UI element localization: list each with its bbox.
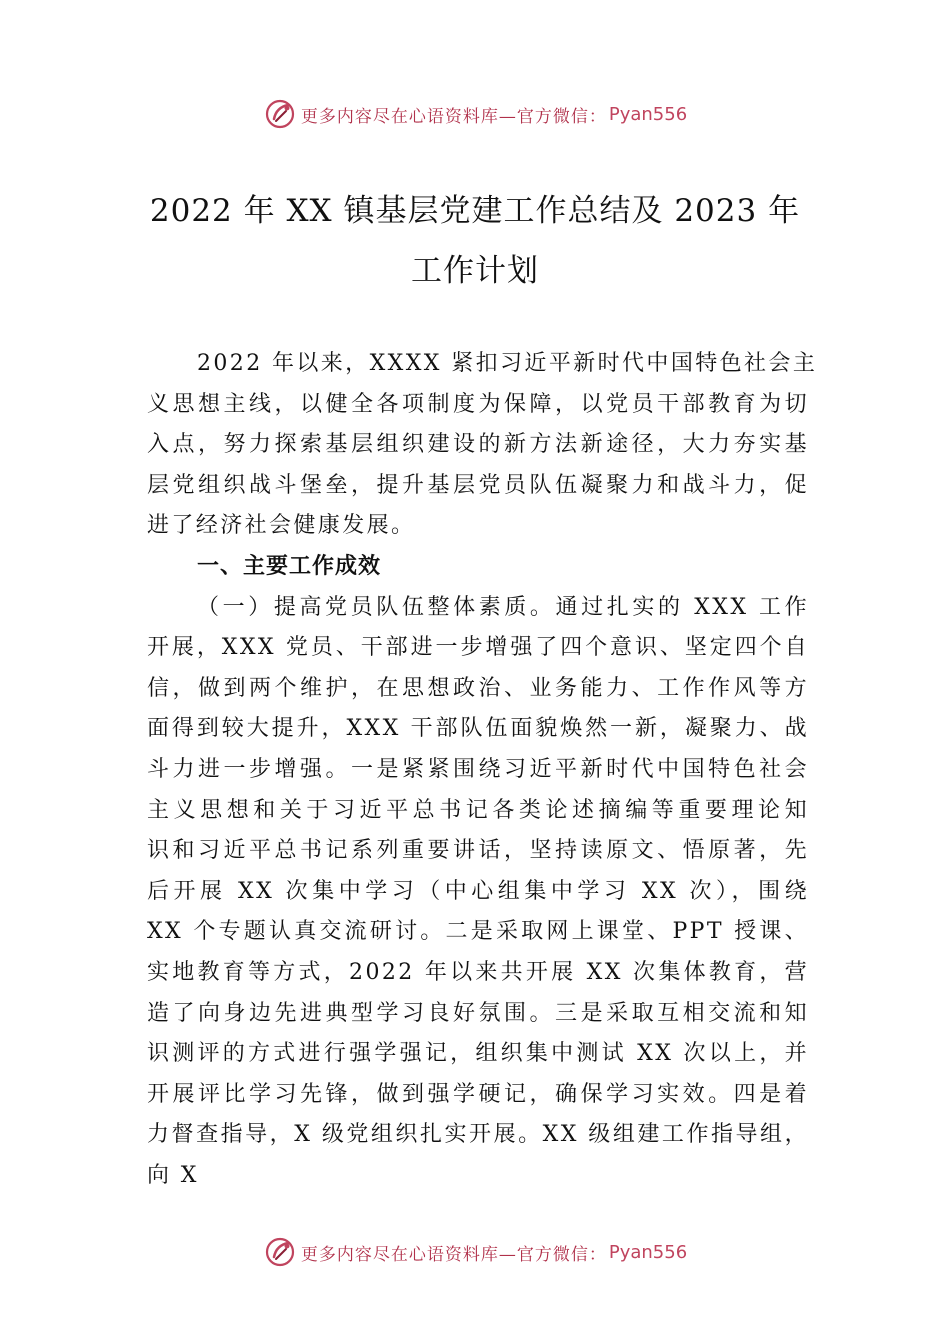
paragraph-line: 后开展 XX 次集中学习（中心组集中学习 XX 次），围绕	[147, 878, 809, 904]
paragraph-line: 造了向身边先进典型学习良好氛围。三是采取互相交流和知	[147, 1000, 809, 1026]
paragraph-line: 识测评的方式进行强学强记，组织集中测试 XX 次以上，并	[147, 1041, 809, 1067]
paragraph-line: 斗力进一步增强。一是紧紧围绕习近平新时代中国特色社会	[147, 756, 809, 782]
section-heading: 一、主要工作成效	[197, 553, 382, 579]
banner-text: 更多内容尽在心语资料库—官方微信：	[300, 1244, 607, 1265]
paragraph-line: 进了经济社会健康发展。	[147, 513, 416, 539]
banner-wechat-handle: Pyan556	[608, 1241, 688, 1263]
paragraph-line: 开展，XXX 党员、干部进一步增强了四个意识、坚定四个自	[147, 635, 809, 661]
document-title-line-1: 2022 年 XX 镇基层党建工作总结及 2023 年	[149, 193, 801, 229]
paragraph-line: 信，做到两个维护，在思想政治、业务能力、工作作风等方	[147, 675, 809, 701]
banner-text: 更多内容尽在心语资料库—官方微信：	[300, 106, 607, 127]
paragraph-line: 2022 年以来，XXXX 紧扣习近平新时代中国特色社会主	[197, 351, 818, 376]
paragraph-line: 层党组织战斗堡垒，提升基层党员队伍凝聚力和战斗力，促	[147, 472, 809, 498]
document-body	[147, 344, 818, 1196]
header-watermark-banner	[0, 94, 950, 134]
paragraph-line: 识和习近平总书记系列重要讲话，坚持读原文、悟原著，先	[147, 838, 809, 864]
brand-logo-icon	[263, 1235, 297, 1269]
paragraph-line: XX 个专题认真交流研讨。二是采取网上课堂、PPT 授课、	[147, 919, 809, 945]
paragraph-line: 开展评比学习先锋，做到强学硬记，确保学习实效。四是着	[147, 1081, 809, 1107]
paragraph-line: 义思想主线，以健全各项制度为保障，以党员干部教育为切	[147, 391, 809, 417]
paragraph-line: 面得到较大提升，XXX 干部队伍面貌焕然一新，凝聚力、战	[147, 716, 809, 742]
paragraph-line: 主义思想和关于习近平总书记各类论述摘编等重要理论知	[147, 797, 809, 823]
footer-watermark-banner	[0, 1232, 950, 1272]
paragraph-line: 入点，努力探索基层组织建设的新方法新途径，大力夯实基	[147, 432, 809, 458]
paragraph-line: 力督查指导，X 级党组织扎实开展。XX 级组建工作指导组，	[147, 1122, 809, 1148]
banner-wechat-handle: Pyan556	[608, 103, 688, 125]
paragraph-line: 向 X	[147, 1162, 199, 1188]
paragraph-line: （一）提高党员队伍整体素质。通过扎实的 XXX 工作	[197, 594, 809, 620]
document-title-line-2: 工作计划	[411, 253, 539, 289]
paragraph-line: 实地教育等方式，2022 年以来共开展 XX 次集体教育，营	[147, 959, 809, 985]
brand-logo-icon	[263, 97, 297, 131]
